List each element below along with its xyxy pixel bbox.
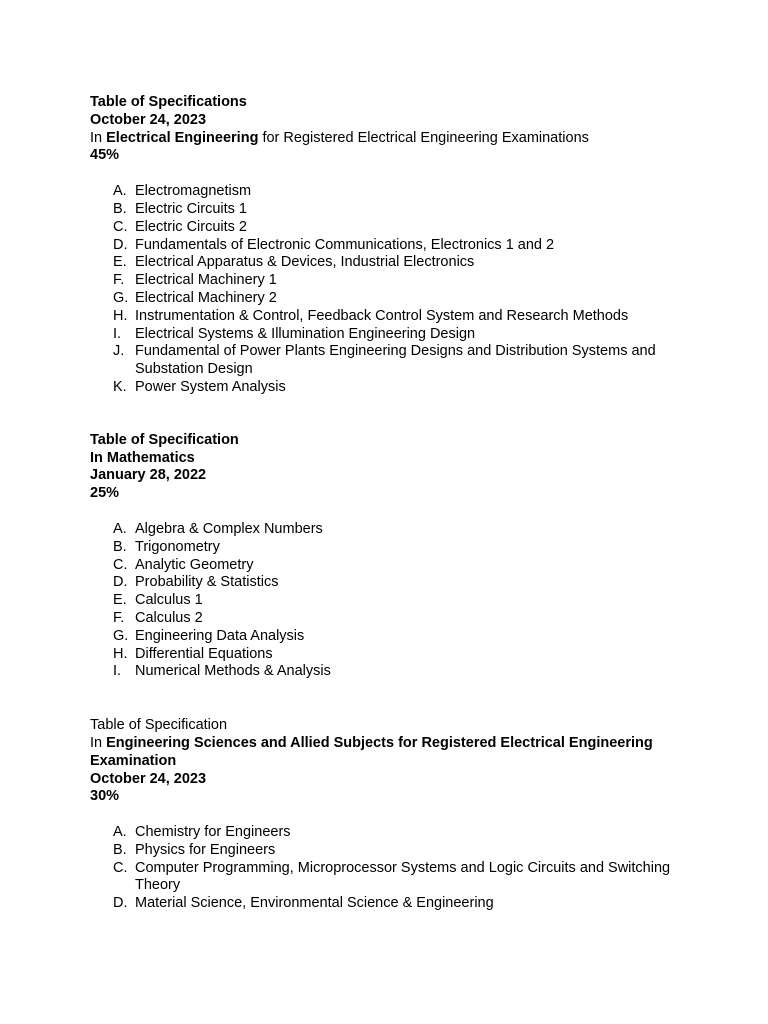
item-letter: A.: [113, 183, 127, 200]
subject-prefix: In: [90, 734, 107, 751]
list-item: [90, 824, 695, 842]
list-item: [90, 272, 695, 290]
item-text: Electromagnetism: [135, 183, 252, 200]
list-item: [90, 219, 695, 237]
list-item: [90, 842, 695, 860]
subject-list: [90, 183, 690, 397]
item-letter: C.: [113, 218, 128, 235]
section-title: Table of Specification: [90, 431, 239, 448]
item-text: Electrical Systems & Illumination Engineering Design: [135, 325, 476, 342]
item-letter: H.: [113, 307, 128, 324]
list-item: [90, 254, 695, 272]
section-date: October 24, 2023: [90, 770, 207, 787]
item-text: Engineering Data Analysis: [135, 627, 305, 644]
item-text: Electric Circuits 2: [135, 218, 247, 235]
section-engineering-sciences: [90, 717, 690, 913]
list-item: [90, 521, 695, 539]
list-item: [90, 628, 695, 646]
section-electrical-engineering: [90, 94, 690, 397]
section-title: Table of Specifications: [90, 94, 247, 110]
subject-list: [90, 824, 690, 913]
item-text: Physics for Engineers: [135, 841, 276, 858]
section-subject: [90, 130, 690, 148]
item-letter: E.: [113, 254, 127, 271]
section-weight: 45%: [90, 147, 120, 164]
list-item: [90, 592, 695, 610]
item-text: Material Science, Environmental Science & Engineering: [135, 895, 494, 912]
item-letter: G.: [113, 627, 129, 644]
item-text: Electrical Machinery 2: [135, 289, 277, 306]
subject-prefix: In: [90, 129, 107, 146]
list-item: [90, 201, 695, 219]
subject-list: [90, 521, 690, 681]
section-mathematics: [90, 432, 690, 681]
item-text: Electrical Machinery 1: [135, 272, 277, 289]
item-letter: A.: [113, 520, 127, 537]
section-date: October 24, 2023: [90, 111, 207, 128]
item-text: Fundamental of Power Plants Engineering Designs and Distribution Systems and Substation Design: [135, 343, 656, 378]
list-item: [90, 610, 695, 628]
item-letter: B.: [113, 538, 127, 555]
item-letter: B.: [113, 200, 127, 217]
item-text: Differential Equations: [135, 645, 273, 662]
item-text: Electric Circuits 1: [135, 200, 247, 217]
item-letter: F.: [113, 272, 125, 289]
item-letter: B.: [113, 841, 127, 858]
item-letter: D.: [113, 895, 128, 912]
list-item: [90, 663, 695, 681]
list-item: [90, 646, 695, 664]
item-text: Fundamentals of Electronic Communications, Electronics 1 and 2: [135, 236, 555, 253]
item-letter: D.: [113, 236, 128, 253]
item-text: Trigonometry: [135, 538, 220, 555]
section-subject: [90, 735, 690, 771]
item-text: Analytic Geometry: [135, 556, 254, 573]
subject-bold: Engineering Sciences and Allied Subjects for Registered Electrical Engineering Examination: [90, 734, 653, 769]
section-subject: In Mathematics: [90, 449, 195, 466]
document-page: [90, 94, 690, 913]
item-letter: F.: [113, 609, 125, 626]
item-text: Probability & Statistics: [135, 574, 279, 591]
list-item: [90, 308, 695, 326]
section-weight: 25%: [90, 485, 120, 502]
item-letter: A.: [113, 824, 127, 841]
item-letter: G.: [113, 289, 129, 306]
section-date: January 28, 2022: [90, 467, 207, 484]
list-item: [90, 237, 695, 255]
list-item: [90, 574, 695, 592]
list-item: [90, 183, 695, 201]
section-weight: 30%: [90, 788, 120, 805]
item-letter: J.: [113, 343, 125, 360]
item-text: Algebra & Complex Numbers: [135, 520, 323, 537]
item-letter: C.: [113, 556, 128, 573]
list-item: [90, 379, 695, 397]
item-letter: D.: [113, 574, 128, 591]
item-letter: H.: [113, 645, 128, 662]
item-text: Numerical Methods & Analysis: [135, 663, 331, 680]
item-text: Power System Analysis: [135, 378, 286, 395]
item-text: Calculus 2: [135, 609, 203, 626]
item-letter: I.: [113, 663, 122, 680]
list-item: [90, 895, 695, 913]
item-letter: C.: [113, 859, 128, 876]
item-text: Chemistry for Engineers: [135, 824, 291, 841]
section-title: Table of Specification: [90, 717, 228, 734]
item-text: Electrical Apparatus & Devices, Industrial Electronics: [135, 254, 475, 271]
item-letter: E.: [113, 592, 127, 609]
list-item: [90, 326, 695, 344]
item-text: Computer Programming, Microprocessor Systems and Logic Circuits and Switching Theory: [135, 859, 671, 894]
list-item: [90, 343, 695, 379]
item-letter: K.: [113, 378, 127, 395]
item-text: Instrumentation & Control, Feedback Control System and Research Methods: [135, 307, 629, 324]
list-item: [90, 860, 695, 896]
list-item: [90, 557, 695, 575]
item-text: Calculus 1: [135, 592, 203, 609]
subject-bold: Electrical Engineering: [106, 129, 259, 146]
list-item: [90, 290, 695, 308]
item-letter: I.: [113, 325, 122, 342]
list-item: [90, 539, 695, 557]
subject-suffix: for Registered Electrical Engineering Examinations: [258, 129, 589, 146]
